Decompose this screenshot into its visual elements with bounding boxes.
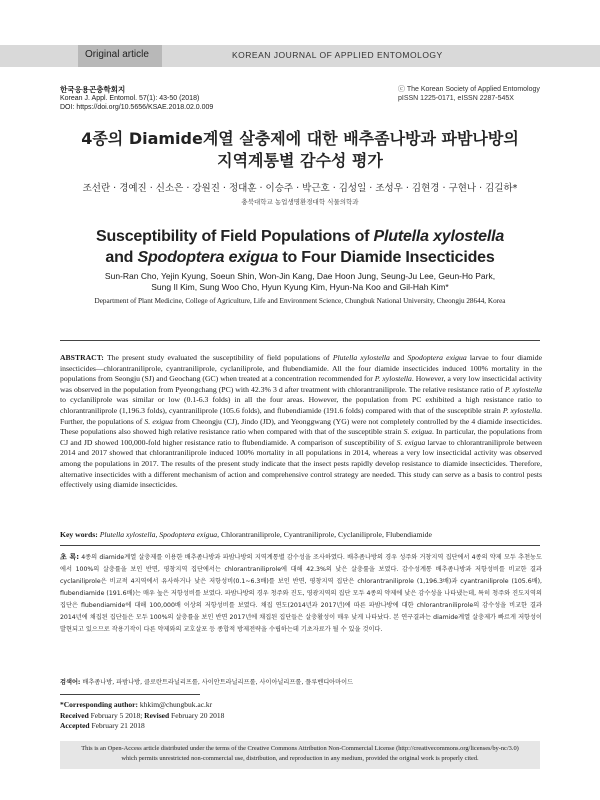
corresponding-author: *Corresponding author: khkim@chungbuk.ac.kr <box>60 700 213 709</box>
korean-title <box>60 128 540 172</box>
license-text <box>64 744 536 764</box>
english-authors-line1: Sun-Ran Cho, Yejin Kyung, Soeun Shin, Won-Jin Kang, Dae Hoon Jung, Seung-Ju Lee, Geun-Ho Park, <box>104 271 496 281</box>
copyright-block <box>398 85 540 103</box>
accepted-date: Accepted February 21 2018 <box>60 721 145 730</box>
english-title-line1: Susceptibility of Field Populations of Plutella xylostella <box>95 228 505 245</box>
correspondence-block <box>60 700 224 732</box>
english-title-line2: and Spodoptera exigua to Four Diamide Insecticides <box>105 249 495 266</box>
abstract-label: ABSTRACT: <box>60 353 104 362</box>
keywords-label: Key words: <box>60 530 98 539</box>
journal-banner-title: KOREAN JOURNAL OF APPLIED ENTOMOLOGY <box>232 50 443 60</box>
korean-abstract: 초 록: 4종의 diamide계열 살충제를 이용한 배추좀나방과 파밤나방의 지역계통별 감수성을 조사하였다. 배추좀나방의 경우 성주와 거창지역 집단에서 4종의 약제 모두 추천농도에서 100%의 살충률을 보인 반면, 평창지역 집단에서는 chlorantraniliprole에 대해 42.3%의 낮은 살충률을 보였다. 감수성계통 배추좀나방과 저항성비를 비교한 결과 cyclaniliprole은 비교적 4지역에서 유사하거나 낮은 저항성비(0.1~6.3배)를 보인 반면, 평창지역 집단은 chlorantraniliprole (1,196.3배)과 cyantraniliprole (105.6배), flubendiamide (191.6배)는 매우 높은 저항성비를 보였다. 파밤나방의 경우 청주와 진도, 영광지역의 집단 모두 4종의 약제에 낮은 감수성을 나타냈는데, 특히 청주와 진도지역의 집단은 flubendiamide에 대해 100,000배 이상의 저항성비를 보였다. 채집 연도(2014년과 2017년)에 따른 파밤나방에 대한 chlorantraniliprole의 감수성을 비교한 결과 2014년에 채집된 집단들은 모두 100%의 살충률을 보인 반면 2017년에 채집된 집단들은 살충활성이 매우 낮게 나타났다. 본 연구결과는 diamide계열 살충제가 빠르게 저항성이 발현되고 있으므로 작용기작이 다른 약제와의 교호살포 등 종합적 방제전략을 수립하는데 기초자료가 될 수 있을 것이다. <box>60 553 543 633</box>
journal-reference: Korean J. Appl. Entomol. 57(1): 43-50 (2018) <box>60 95 200 102</box>
journal-korean-name: 한국응용곤충학회지 <box>60 85 126 94</box>
korean-keywords: 검색어: 배추좀나방, 파밤나방, 클로란트라닐리프롤, 사이안트라닐리프롤, 사이아닐리프롤, 플루벤디아마이드 <box>60 679 354 686</box>
article-type-label: Original article <box>85 49 149 60</box>
korean-abstract-label: 초 록: <box>60 553 80 561</box>
license-line1: This is an Open-Access article distributed under the terms of the Creative Commons Attribution Non-Commercial License (http://creativecommons.org/licenses/by-nc/3.0) <box>81 745 519 752</box>
korean-affiliation: 충북대학교 농업생명환경대학 식물의학과 <box>241 198 359 206</box>
english-authors <box>90 271 510 293</box>
received-revised-dates: Received February 5 2018; Revised February 20 2018 <box>60 710 225 720</box>
english-affiliation: Department of Plant Medicine, College of Agriculture, Life and Environment Science, Chungbuk National University, Cheongju 28644, Korea <box>94 297 506 305</box>
korean-abstract-rule <box>60 545 540 546</box>
korean-title-line2: 지역계통별 감수성 평가 <box>217 151 383 170</box>
footnote-rule <box>60 694 200 695</box>
issn-line: pISSN 1225-0171, eISSN 2287-545X <box>398 95 514 102</box>
license-line2: which permits unrestricted non-commercial use, distribution, and reproduction in any medium, provided the original work is properly cited. <box>121 755 479 762</box>
korean-title-line1: 4종의 Diamide계열 살충제에 대한 배추좀나방과 파밤나방의 <box>81 129 519 148</box>
korean-authors: 조선란 · 경예진 · 신소은 · 강원진 · 정대훈 · 이승주 · 박근호 · 김성일 · 조성우 · 김현경 · 구현나 · 김길하* <box>82 183 518 194</box>
english-authors-line2: Sung Il Kim, Sung Woo Cho, Hyun Kyung Kim, Hyun-Na Koo and Gil-Hah Kim* <box>151 282 449 292</box>
korean-keywords-label: 검색어: <box>60 679 81 686</box>
english-keywords: Key words: Plutella xylostella, Spodoptera exigua, Chlorantraniliprole, Cyantraniliprole, Cyclaniliprole, Flubendiamide <box>60 530 432 539</box>
abstract-top-rule <box>60 340 540 341</box>
citation-block <box>60 85 213 112</box>
english-abstract: ABSTRACT: The present study evaluated the susceptibility of field populations of Plutella xylostella and Spodoptera exigua larvae to four diamide insecticides—chlorantraniliprole, cyantraniliprole, cyclaniliprole, and flubendiamide. All the four diamide insecticides induced 100% mortality in the populations from Seongju (SJ) and Geochang (GC) when treated at a concentration recommended for P. xylostella. However, a very low insecticidal activity was observed in the population from Pyeongchang (PC) with 42.3% 3 d after treatment with chlorantraniliprole. The relative resistance ratio of P. xylostella to cyclaniliprole was similar or low (0.1-6.3 folds) in all the four areas. However, the population from PC exhibited a high resistance ratio to chlorantraniliprole (1,196.3 folds), cyantraniliprole (105.6 folds), and flubendiamide (191.6 folds) compared with that of the susceptible strain P. xylostella. Further, the populations of S. exigua from Cheongju (CJ), Jindo (JD), and Yeonggwang (YG) were not completely controlled by the 4 diamide insecticides. These populations also showed high relative resistance ratio when compared with that of the susceptible strain S. exigua. In particular, the populations from CJ and JD showed 100,000-fold higher resistance ratio to flubendiamide. A comparison of susceptibility of S. exigua larvae to chlorantraniliprole between 2014 and 2017 showed that chlorantraniliprole induced 100% mortality in all populations in 2014, whereas a very low insecticidal activity was observed among the populations in 2017. The results of the present study indicate that the insect pests rapidly develop resistance to diamide insecticides. Therefore, alternative insecticides with a different mechanism of action and comprehensive control strategy are needed. This study can serve as a basis to control pests effectively using diamide insecticides. <box>60 353 542 490</box>
author-email[interactable]: khkim@chungbuk.ac.kr <box>138 700 213 709</box>
copyright-line: ⓒ The Korean Society of Applied Entomology <box>398 86 540 93</box>
english-title <box>60 226 540 268</box>
doi-link[interactable]: DOI: https://doi.org/10.5656/KSAE.2018.02.0.009 <box>60 104 214 111</box>
